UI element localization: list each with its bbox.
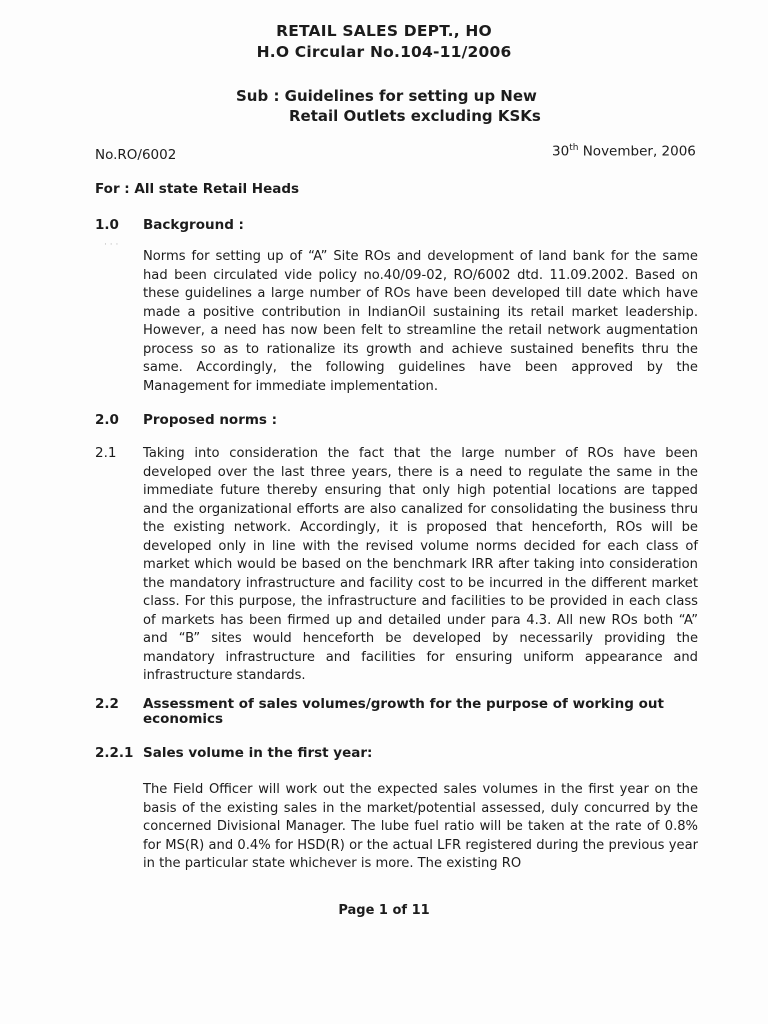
subject-line-2: Retail Outlets excluding KSKs [289,107,541,125]
page-number-footer: Page 1 of 11 [338,903,430,918]
background-paragraph: Norms for setting up of “A” Site ROs and development of land bank for the same had been circulated vide policy no.40/09-02, RO/6002 dtd. 11.09.2002. Based on these guidelines a large number of ROs have been developed till date which have made a positive contribution in IndianOil sustaining its retail market leadership. However, a need has now been felt to streamline the retail network augmentation process so as to rationalize its growth and achieve sustained benefits thru the same. Accordingly, the following guidelines have been approved by the Management for immediate implementation. [143,249,698,394]
department-title: RETAIL SALES DEPT., HO [276,22,492,40]
section-number: 2.0 [95,412,119,428]
section-number: 1.0 [95,217,119,233]
date-rest: November, 2006 [578,143,696,160]
circular-number: H.O Circular No.104-11/2006 [256,43,512,61]
reference-number: No.RO/6002 [95,147,177,163]
section-number: 2.1 [95,445,117,461]
section-heading-line-2: economics [143,711,224,727]
date-suffix: th [569,143,579,153]
sales-volume-paragraph: The Field Officer will work out the expected sales volumes in the first year on the basis of the existing sales in the market/potential assessed, duly concurred by the concerned Divisional Manager. The lube fuel ratio will be taken at the rate of 0.8% for MS(R) and 0.4% for HSD(R) or the actual LFR registered during the previous year in the particular state whichever is more. The existing RO [143,782,698,871]
circular-date [552,143,696,160]
section-heading: Proposed norms : [143,412,278,428]
subject-line-1: Sub : Guidelines for setting up New [236,87,537,105]
section-heading: Sales volume in the first year: [143,745,373,761]
section-number: 2.2 [95,696,119,712]
proposed-norms-paragraph: Taking into consideration the fact that the large number of ROs have been developed over the last three years, there is a need to regulate the same in the immediate future thereby ensuring that only high potential locations are tapped and the organizational efforts are also canalized for consolidating the business thru the existing network. Accordingly, it is proposed that henceforth, ROs will be developed only in line with the revised volume norms decided for each class of market which would be based on the benchmark IRR after taking into consideration the mandatory infrastructure and facility cost to be incurred in the different market class. For this purpose, the infrastructure and facilities to be provided in each class of markets has been firmed up and detailed under para 4.3. All new ROs both “A” and “B” sites would henceforth be developed by necessarily providing the mandatory infrastructure and facilities for ensuring uniform appearance and infrastructure standards. [143,446,698,683]
addressee: For : All state Retail Heads [95,181,300,197]
section-heading: Background : [143,217,244,233]
date-day: 30 [552,143,570,160]
scan-speck: · · · [104,240,119,250]
section-number: 2.2.1 [95,745,134,761]
section-heading-line-1: Assessment of sales volumes/growth for the purpose of working out [143,696,664,712]
